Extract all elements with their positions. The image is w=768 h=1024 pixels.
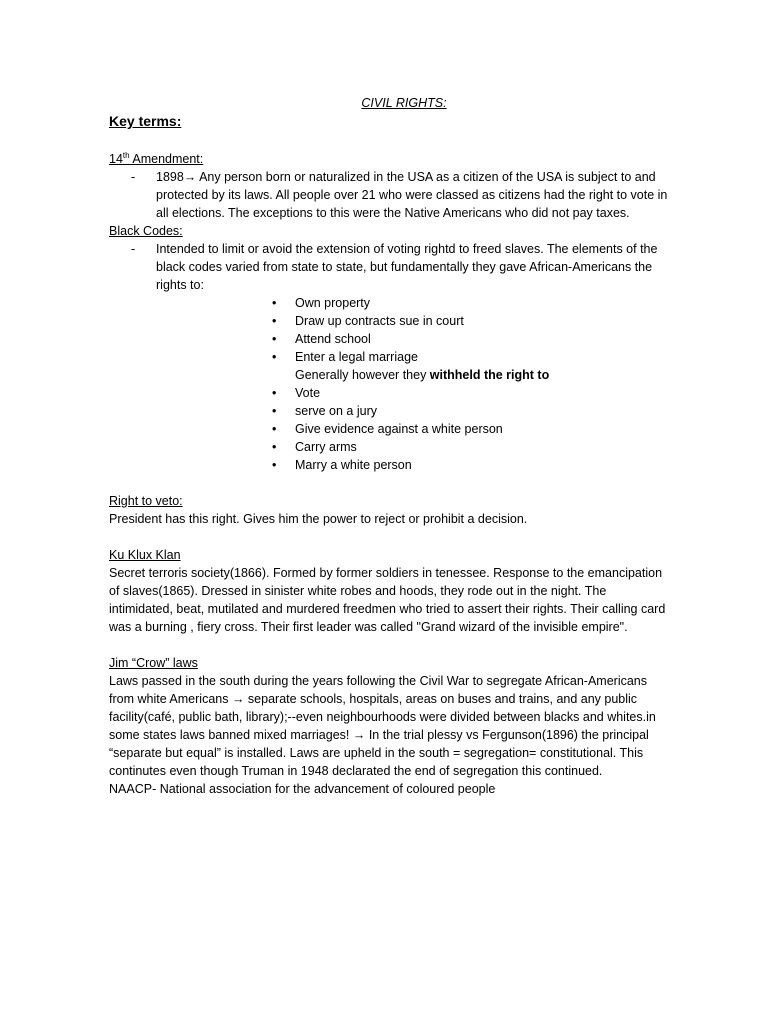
amendment-heading: 14th Amendment: bbox=[109, 150, 204, 166]
amendment-item bbox=[109, 168, 669, 222]
black-codes-text: Intended to limit or avoid the extension of voting rightd to freed slaves. The elements of the black codes varied from state to state, but fundamentally they gave African-Americans the rights to: bbox=[156, 242, 658, 292]
list-item: • serve on a jury bbox=[268, 402, 669, 420]
dash-marker: - bbox=[131, 242, 136, 256]
list-item: • Marry a white person bbox=[268, 456, 669, 474]
list-item: • Enter a legal marriage bbox=[268, 348, 669, 366]
document-page bbox=[109, 94, 669, 798]
list-item: • Draw up contracts sue in court bbox=[268, 312, 669, 330]
rights-list bbox=[268, 294, 669, 366]
list-item: • Carry arms bbox=[268, 438, 669, 456]
list-item: • Give evidence against a white person bbox=[268, 420, 669, 438]
naacp-text: NAACP- National association for the advancement of coloured people bbox=[109, 782, 496, 796]
veto-heading: Right to veto: bbox=[109, 494, 183, 508]
key-terms-heading: Key terms: bbox=[109, 113, 182, 129]
withheld-intro: Generally however they withheld the right to bbox=[295, 368, 550, 382]
amendment-text: 1898→ Any person born or naturalized in the USA as a citizen of the USA is subject to and protected by its laws. All people over 21 who were classed as citizens had the right to vote in all elections. The exceptions to this were the Native Americans who did not pay taxes. bbox=[156, 170, 668, 220]
list-item: • Attend school bbox=[268, 330, 669, 348]
black-codes-heading: Black Codes: bbox=[109, 224, 183, 238]
document-title: CIVIL RIGHTS: bbox=[361, 96, 447, 110]
veto-text: President has this right. Gives him the power to reject or prohibit a decision. bbox=[109, 512, 528, 526]
kkk-heading: Ku Klux Klan bbox=[109, 548, 181, 562]
list-item: • Vote bbox=[268, 384, 669, 402]
list-item: • Own property bbox=[268, 294, 669, 312]
withheld-list bbox=[268, 384, 669, 474]
black-codes-item bbox=[109, 240, 669, 294]
jim-crow-text: Laws passed in the south during the years following the Civil War to segregate African-Americans from white Americans → separate schools, hospitals, areas on buses and trains, and any public facility(café, public bath, library);--even neighbourhoods were divided between blacks and whites.in some states laws banned mixed marriages! → In the trial plessy vs Fergunson(1896) the principal “separate but equal” is installed. Laws are upheld in the south = segregation= constitutional. This continutes even though Truman in 1948 declarated the end of segregation this continued. bbox=[109, 674, 656, 778]
dash-marker: - bbox=[131, 170, 136, 184]
kkk-text: Secret terroris society(1866). Formed by former soldiers in tenessee. Response to the emancipation of slaves(1865). Dressed in sinister white robes and hoods, they rode out in the night. The intimidated, beat, mutilated and murdered freedmen who tried to assert their rights. Their calling card was a burning , fiery cross. Their first leader was called "Grand wizard of the invisible empire". bbox=[109, 566, 666, 634]
jim-crow-heading: Jim “Crow” laws bbox=[109, 656, 198, 670]
